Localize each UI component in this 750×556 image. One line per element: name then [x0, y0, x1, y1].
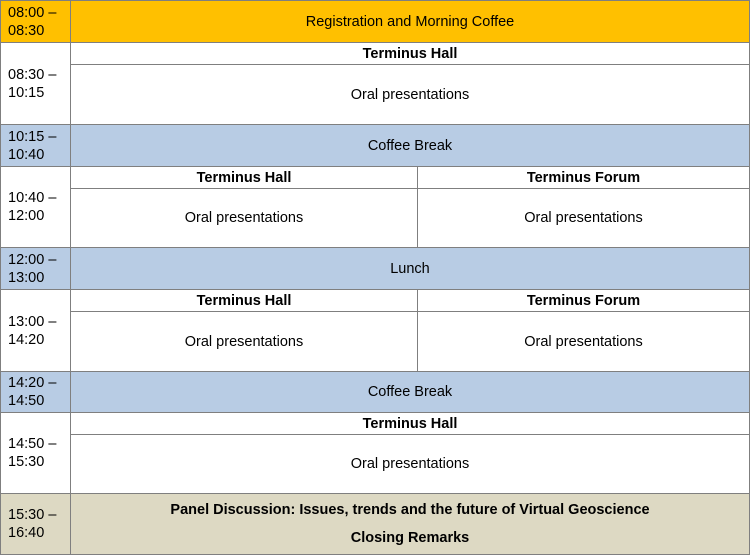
time-cell: [1, 413, 71, 494]
time-start: 13:00 –: [8, 313, 57, 330]
venue-header: Terminus Hall: [71, 43, 750, 65]
time-end: 08:30: [8, 22, 45, 39]
time-end: 15:30: [8, 454, 45, 470]
time-cell: [1, 248, 71, 290]
schedule-row-break1: [1, 125, 750, 167]
time-end: 13:00: [8, 269, 45, 286]
time-end: 10:15: [8, 84, 45, 101]
session-content-right: Oral presentations: [418, 312, 750, 372]
time-cell: [1, 494, 71, 555]
time-start: 14:20 –: [8, 375, 57, 391]
time-cell: [1, 125, 71, 167]
session-content: Oral presentations: [71, 65, 750, 125]
schedule-row-session3-header: [1, 290, 750, 312]
schedule-row-session1-content: [1, 65, 750, 125]
time-start: 12:00 –: [8, 251, 57, 268]
venue-header: Terminus Hall: [71, 413, 750, 435]
panel-cell: [71, 494, 750, 555]
time-end: 14:20: [8, 331, 45, 348]
schedule-row-session4-content: [1, 435, 750, 494]
closing-remarks: Closing Remarks: [350, 530, 470, 546]
break-cell: Coffee Break: [71, 125, 750, 167]
time-start: 10:15 –: [8, 128, 57, 145]
time-end: 16:40: [8, 525, 45, 541]
schedule-row-panel: [1, 494, 750, 555]
time-cell: [1, 43, 71, 125]
schedule-row-registration: [1, 1, 750, 43]
time-end: 12:00: [8, 208, 45, 224]
schedule-row-break2: [1, 372, 750, 413]
time-cell: [1, 290, 71, 372]
time-start: 10:40 –: [8, 190, 57, 206]
time-cell: [1, 372, 71, 413]
session-content-left: Oral presentations: [71, 312, 418, 372]
registration-cell: [71, 1, 750, 43]
schedule-row-session3-content: [1, 312, 750, 372]
time-end: 10:40: [8, 146, 45, 163]
lunch-cell: Lunch: [71, 248, 750, 290]
venue-header-right: Terminus Forum: [418, 290, 750, 312]
panel-title: Panel Discussion: Issues, trends and the future of Virtual Geoscience: [170, 502, 650, 518]
time-cell: [1, 1, 71, 43]
session-content-left: Oral presentations: [71, 189, 418, 248]
schedule-row-session1-header: [1, 43, 750, 65]
schedule-row-lunch: [1, 248, 750, 290]
registration-label: Registration and Morning Coffee: [305, 13, 515, 30]
schedule-row-session2-content: [1, 189, 750, 248]
time-start: 15:30 –: [8, 507, 57, 523]
time-end: 14:50: [8, 393, 45, 409]
venue-header-left: Terminus Hall: [71, 167, 418, 189]
venue-header-left: Terminus Hall: [71, 290, 418, 312]
session-content-right: Oral presentations: [418, 189, 750, 248]
time-start: 14:50 –: [8, 436, 57, 452]
schedule-row-session4-header: [1, 413, 750, 435]
time-cell: [1, 167, 71, 248]
time-start: 08:00 –: [8, 4, 57, 21]
time-start: 08:30 –: [8, 66, 57, 83]
venue-header-right: Terminus Forum: [418, 167, 750, 189]
schedule-row-session2-header: [1, 167, 750, 189]
session-content: Oral presentations: [71, 435, 750, 494]
break-cell: Coffee Break: [71, 372, 750, 413]
